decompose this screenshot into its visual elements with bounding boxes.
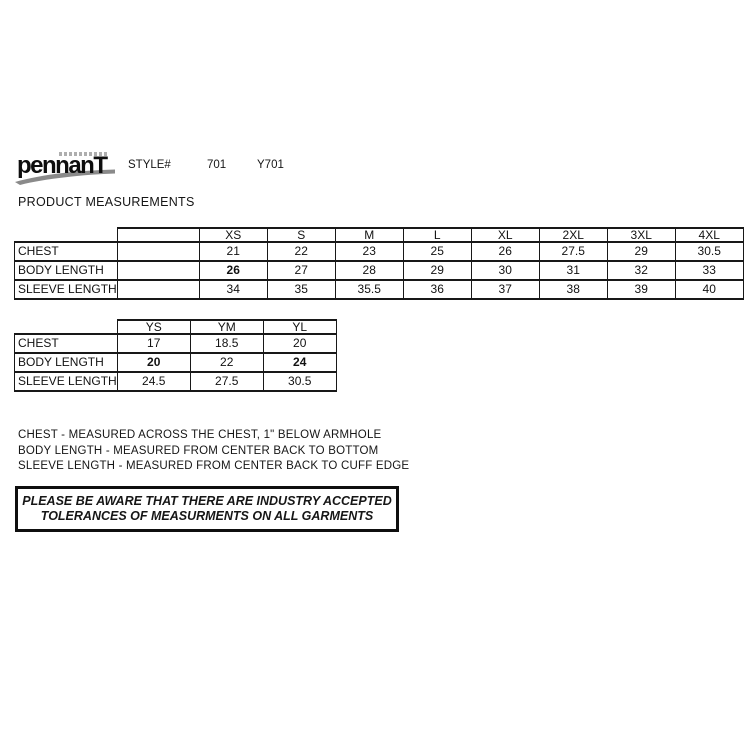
measurement-cell: 30.5 <box>263 372 336 391</box>
youth-sleeve-length-row <box>15 372 337 391</box>
measurement-cell: 18.5 <box>190 334 263 353</box>
measurement-cell: 24.5 <box>117 372 190 391</box>
measurement-cell: 26 <box>471 242 539 261</box>
spacer-cell <box>117 280 199 299</box>
page-title: PRODUCT MEASUREMENTS <box>18 195 195 209</box>
style-number-adult: 701 <box>207 159 227 171</box>
measurement-cell: 40 <box>675 280 743 299</box>
row-label-body-length: BODY LENGTH <box>15 261 118 280</box>
corner-blank-cell <box>15 320 118 334</box>
adult-chest-row <box>15 242 744 261</box>
measurement-cell: 39 <box>607 280 675 299</box>
note-sleeve-length: SLEEVE LENGTH - MEASURED FROM CENTER BACK TO CUFF EDGE <box>18 460 410 472</box>
measurement-cell: 32 <box>607 261 675 280</box>
logo-wordmark: pennanT <box>17 152 107 179</box>
measurement-cell: 29 <box>403 261 471 280</box>
youth-chest-row <box>15 334 337 353</box>
measurement-cell: 27 <box>267 261 335 280</box>
size-header-m: M <box>335 228 403 242</box>
size-header-xs: XS <box>199 228 267 242</box>
measurement-cell: 28 <box>335 261 403 280</box>
row-label-body-length: BODY LENGTH <box>15 353 118 372</box>
measurement-cell: 30 <box>471 261 539 280</box>
size-header-2xl: 2XL <box>539 228 607 242</box>
measurement-cell: 27.5 <box>190 372 263 391</box>
measurement-cell: 24 <box>263 353 336 372</box>
measurement-notes <box>18 428 409 475</box>
size-header-xl: XL <box>471 228 539 242</box>
corner-blank-cell <box>15 228 118 242</box>
measurement-cell: 30.5 <box>675 242 743 261</box>
note-chest: CHEST - MEASURED ACROSS THE CHEST, 1" BELOW ARMHOLE <box>18 429 382 441</box>
measurement-cell: 37 <box>471 280 539 299</box>
measurement-cell: 22 <box>190 353 263 372</box>
adult-measurements-table <box>14 227 744 300</box>
measurement-cell: 35 <box>267 280 335 299</box>
measurement-cell: 35.5 <box>335 280 403 299</box>
measurement-cell: 21 <box>199 242 267 261</box>
measurement-cell: 38 <box>539 280 607 299</box>
row-label-chest: CHEST <box>15 242 118 261</box>
measurement-cell: 34 <box>199 280 267 299</box>
tolerance-disclaimer-box <box>15 486 399 532</box>
size-header-yl: YL <box>263 320 336 334</box>
size-header-4xl: 4XL <box>675 228 743 242</box>
adult-header-row <box>15 228 744 242</box>
spacer-header-cell <box>117 228 199 242</box>
measurement-cell: 25 <box>403 242 471 261</box>
note-body-length: BODY LENGTH - MEASURED FROM CENTER BACK TO BOTTOM <box>18 444 379 457</box>
youth-measurements-table <box>14 319 337 392</box>
measurement-cell: 27.5 <box>539 242 607 261</box>
measurement-cell: 17 <box>117 334 190 353</box>
size-header-l: L <box>403 228 471 242</box>
measurement-cell: 33 <box>675 261 743 280</box>
measurement-cell: 20 <box>117 353 190 372</box>
adult-body-length-row <box>15 261 744 280</box>
measurement-cell: 29 <box>607 242 675 261</box>
spacer-cell <box>117 242 199 261</box>
size-header-ys: YS <box>117 320 190 334</box>
measurement-cell: 22 <box>267 242 335 261</box>
pennant-logo <box>17 150 117 188</box>
row-label-chest: CHEST <box>15 334 118 353</box>
row-label-sleeve-length: SLEEVE LENGTH <box>15 372 118 391</box>
measurement-cell: 31 <box>539 261 607 280</box>
disclaimer-line-1: PLEASE BE AWARE THAT THERE ARE INDUSTRY ACCEPTED <box>22 494 392 508</box>
youth-header-row <box>15 320 337 334</box>
size-header-3xl: 3XL <box>607 228 675 242</box>
size-header-s: S <box>267 228 335 242</box>
spacer-cell <box>117 261 199 280</box>
row-label-sleeve-length: SLEEVE LENGTH <box>15 280 118 299</box>
disclaimer-line-2: TOLERANCES OF MEASURMENTS ON ALL GARMENTS <box>40 509 374 523</box>
measurement-cell: 36 <box>403 280 471 299</box>
size-header-ym: YM <box>190 320 263 334</box>
style-number-label: STYLE# <box>128 159 171 171</box>
measurement-cell: 23 <box>335 242 403 261</box>
adult-sleeve-length-row <box>15 280 744 299</box>
youth-body-length-row <box>15 353 337 372</box>
measurement-cell: 20 <box>263 334 336 353</box>
style-number-youth: Y701 <box>257 159 284 171</box>
measurement-cell: 26 <box>199 261 267 280</box>
